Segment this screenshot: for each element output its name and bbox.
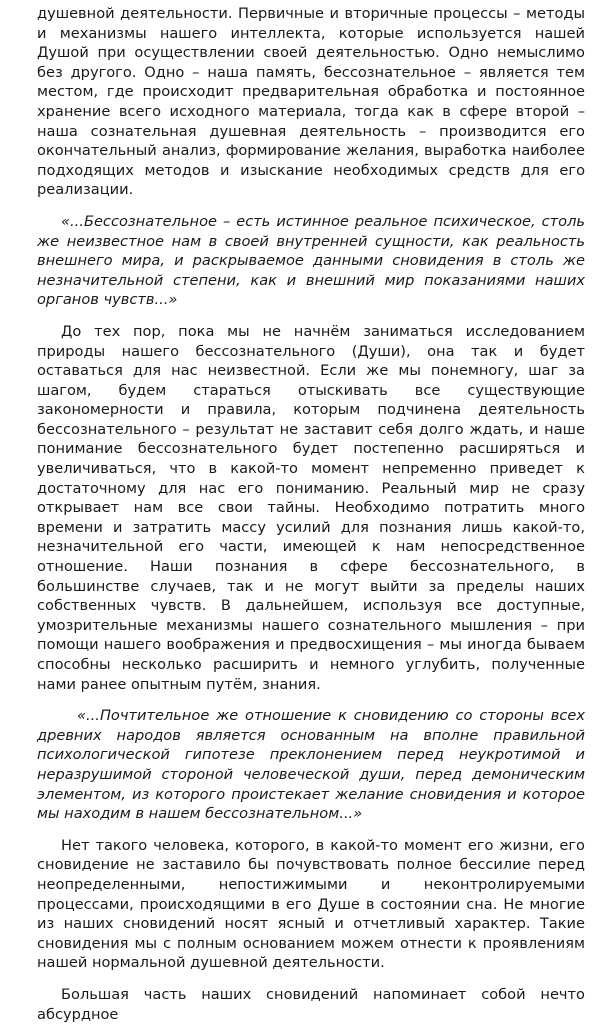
quote-unconscious bbox=[37, 212, 585, 310]
paragraph-intellect-methods: душевной деятельности. Первичные и вторичные процессы – методы и механизмы нашего интеллекта, которые используется нашей Душой при осуществлении своей деятельностью. Одно немыслимо без другого. Одно – наша память, бессознательное – является тем местом, где происходит предварительная обработка и постоянное хранение всего исходного материала, тогда как в сфере второй – наша сознательная душевная деятельность – производится его окончательный анализ, формирование желания, выработка наиболее подходящих методов и изыскание необходимых средств для его реализации. bbox=[37, 5, 585, 199]
paragraph-exploring-unconscious bbox=[37, 322, 585, 694]
quote-text: Бессознательное – есть истинное реальное психическое, столь же неизвестное нам в своей внутренней сущности, как реальность внешнего мира, и раскрываемое данными сновидения в столь же незначительной степени, как и внешний мир показаниями наших органов чувств bbox=[37, 212, 585, 309]
emphasis-soul: Души bbox=[357, 342, 401, 360]
quote-close-mark: ...» bbox=[339, 805, 363, 823]
quote-ancient-peoples bbox=[37, 706, 585, 824]
paragraph-absurd-dreams: Большая часть наших сновидений напоминает собой нечто абсурдное bbox=[37, 985, 585, 1023]
paragraph-dream-powerlessness: Нет такого человека, которого, в какой-то момент его жизни, его сновидение не заставило бы почувствовать полное бессилие перед неопределенными, непостижимыми и неконтролируемыми процессами, происходящими в его Душе в состоянии сна. Не многие из наших сновидений носят ясный и отчетливый характер. Такие сновидения мы с полным основанием можем отнести к проявлениям нашей нормальной душевной деятельности. bbox=[37, 836, 585, 972]
quote-open-mark: «... bbox=[77, 707, 100, 725]
quote-text: Почтительное же отношение к сновидению со стороны всех древних народов является основанным на вполне правильной психологической гипотезе преклонением перед неукротимой и неразрушимой стороной человеческой души, перед демоническим элементом, из которого проистекает желание сновидения и которое мы находим в нашем бессознательном bbox=[37, 707, 585, 823]
quote-open-mark: «... bbox=[61, 212, 84, 230]
paragraph-text: ), она так и будет оставаться для нас неизвестной. Если же мы понемногу, шаг за шагом, будем стараться отыскивать все существующие закономерности и правила, которым подчинена деятельность бессознательного – результат не заставит себя долго ждать, и наше понимание бессознательного будет постепенно расширяться и увеличиваться, что в какой-то момент непременно приведет к достаточному для нас его пониманию. Реальный мир не сразу открывает нам все свои тайны. Необходимо потратить много времени и затратить массу усилий для познания лишь какой-то, незначительной его части, имеющей к нам непосредственное отношение. Наши познания в сфере бессознательного, в большинстве случаев, так и не могут выйти за пределы наших собственных чувств. В дальнейшем, используя все доступные, умозрительные механизмы нашего сознательного мышления – при помощи нашего воображения и предвосхищения – мы иногда бываем способны несколько расширить и немного углубить, полученные нами ранее опытным путём, знания. bbox=[37, 342, 585, 693]
quote-close-mark: ...» bbox=[154, 291, 178, 309]
document-page bbox=[37, 4, 585, 1024]
paragraph-text: До тех пор, пока мы не начнём заниматься исследованием природы нашего бессознательного ( bbox=[37, 322, 585, 360]
